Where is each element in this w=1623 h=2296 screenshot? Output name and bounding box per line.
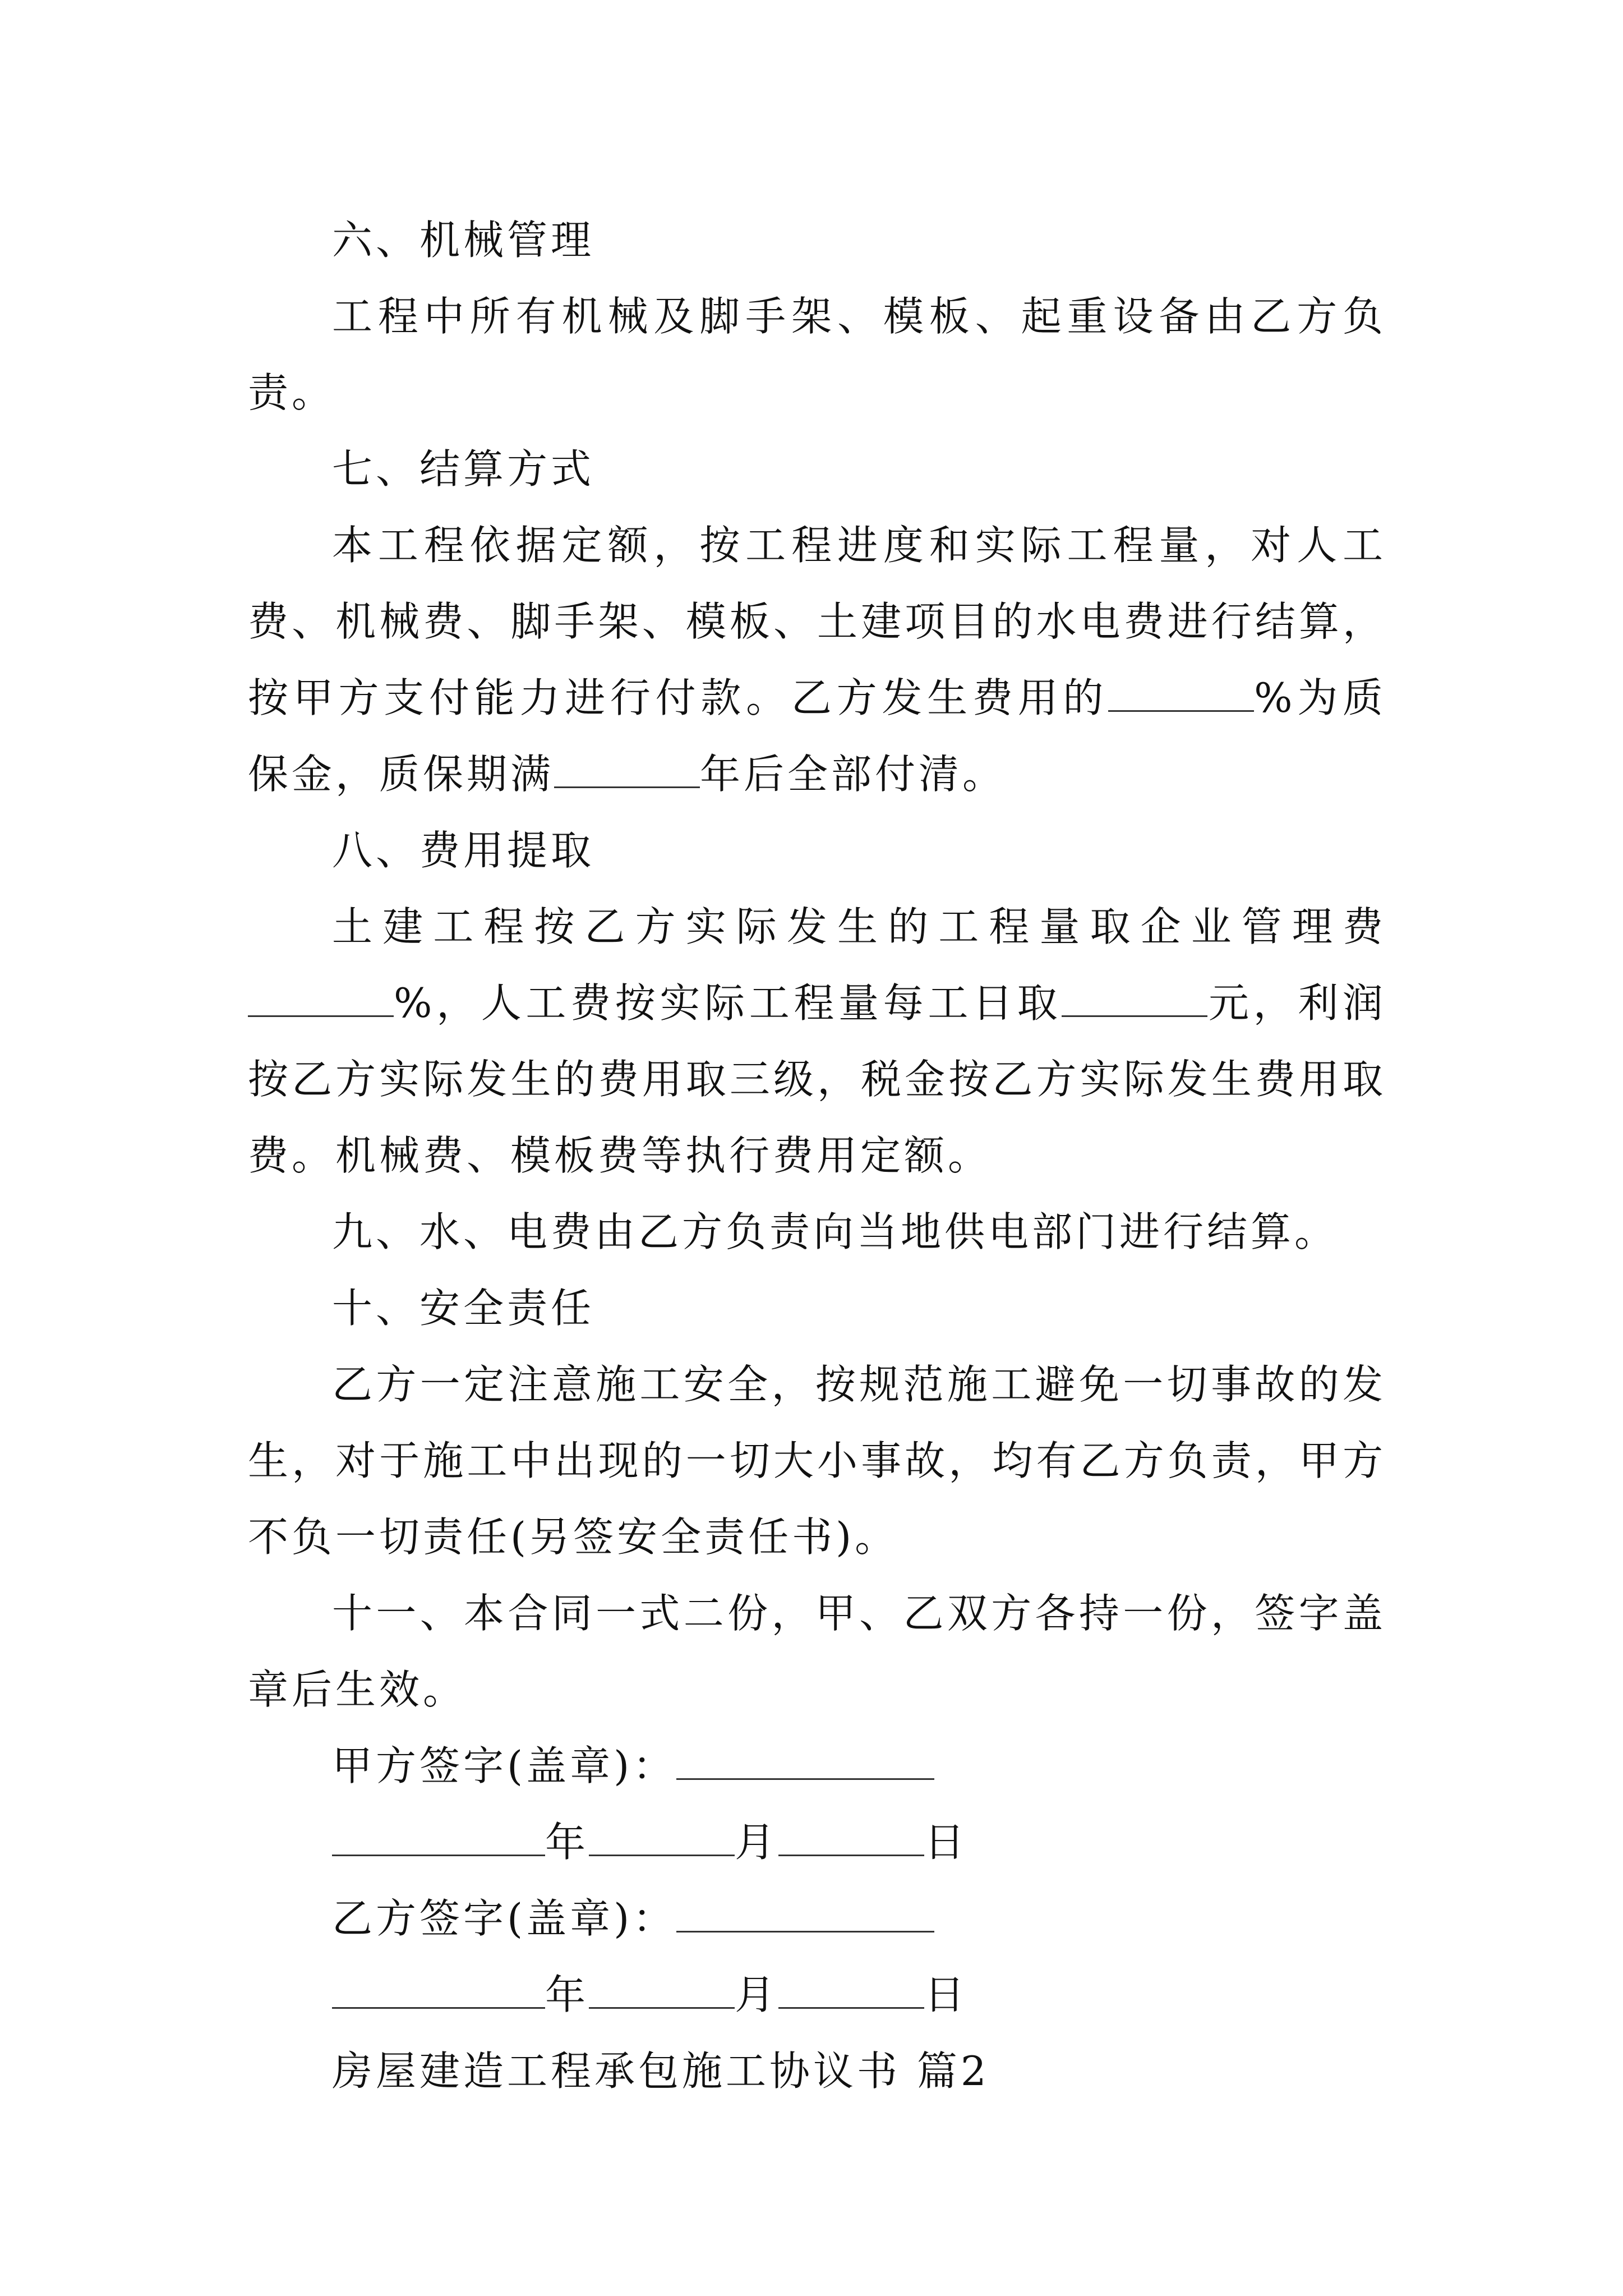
section-10-body: 乙方一定注意施工安全，按规范施工避免一切事故的发生，对于施工中出现的一切大小事故，均有乙方负责，甲方不负一切责任(另签安全责任书)。 [248, 1361, 1386, 1561]
party-b-day-blank [778, 1972, 924, 2009]
month-label: 月 [735, 1819, 779, 1866]
party-a-signature-line [248, 1728, 1386, 1804]
next-agreement-title: 房屋建造工程承包施工协议书 篇2 [332, 2047, 990, 2095]
party-a-year-blank [332, 1820, 545, 1856]
section-7-text-c: 年后全部付清。 [700, 751, 1007, 798]
section-11: 十一、本合同一式二份，甲、乙双方各持一份，签字盖章后生效。 [248, 1590, 1386, 1713]
section-7-text-a: 本工程依据定额，按工程进度和实际工程量，对人工费、机械费、脚手架、模板、土建项目的水电费进行结算，按甲方支付能力进行付款。乙方发生费用的 [248, 522, 1386, 721]
party-b-signature-blank [676, 1896, 934, 1932]
section-8-title: 八、费用提取 [332, 827, 595, 874]
section-8-body [248, 889, 1386, 1194]
party-b-month-blank [589, 1972, 735, 2009]
section-8-text-a: 土建工程按乙方实际发生的工程量取企业管理费 [332, 903, 1386, 950]
section-6-title: 六、机械管理 [332, 217, 595, 264]
document-content [248, 202, 1386, 2109]
year-label: 年 [545, 1971, 589, 2018]
management-fee-percent-blank [248, 981, 394, 1017]
section-8-text-c: 元，利润按乙方实际发生的费用取三级，税金按乙方实际发生费用取费。机械费、模板费等执行费用定额。 [248, 979, 1386, 1179]
party-a-date-line [248, 1804, 1386, 1880]
month-label: 月 [735, 1971, 779, 2018]
section-7-body [248, 507, 1386, 812]
year-label: 年 [545, 1819, 589, 1866]
party-a-month-blank [589, 1820, 735, 1856]
quality-deposit-percent-blank [1108, 675, 1254, 712]
section-10-title: 十、安全责任 [332, 1285, 595, 1332]
day-label: 日 [924, 1819, 969, 1866]
party-b-year-blank [332, 1972, 545, 2009]
party-a-signature-label: 甲方签字(盖章)： [332, 1742, 677, 1789]
day-label: 日 [924, 1971, 969, 2018]
section-7-text-b: %为质保金，质保期满 [248, 674, 1386, 798]
party-b-signature-line [248, 1880, 1386, 1957]
party-b-signature-label: 乙方签字(盖章)： [332, 1895, 677, 1942]
section-8-text-b: %，人工费按实际工程量每工日取 [394, 979, 1062, 1027]
party-a-day-blank [778, 1820, 924, 1856]
party-b-date-line [248, 1957, 1386, 2033]
daily-labor-fee-blank [1062, 981, 1207, 1017]
section-9: 九、水、电费由乙方负责向当地供电部门进行结算。 [332, 1208, 1339, 1255]
section-6-body: 工程中所有机械及脚手架、模板、起重设备由乙方负责。 [248, 293, 1386, 416]
party-a-signature-blank [676, 1743, 934, 1780]
section-7-title: 七、结算方式 [332, 445, 595, 493]
warranty-years-blank [554, 752, 700, 788]
